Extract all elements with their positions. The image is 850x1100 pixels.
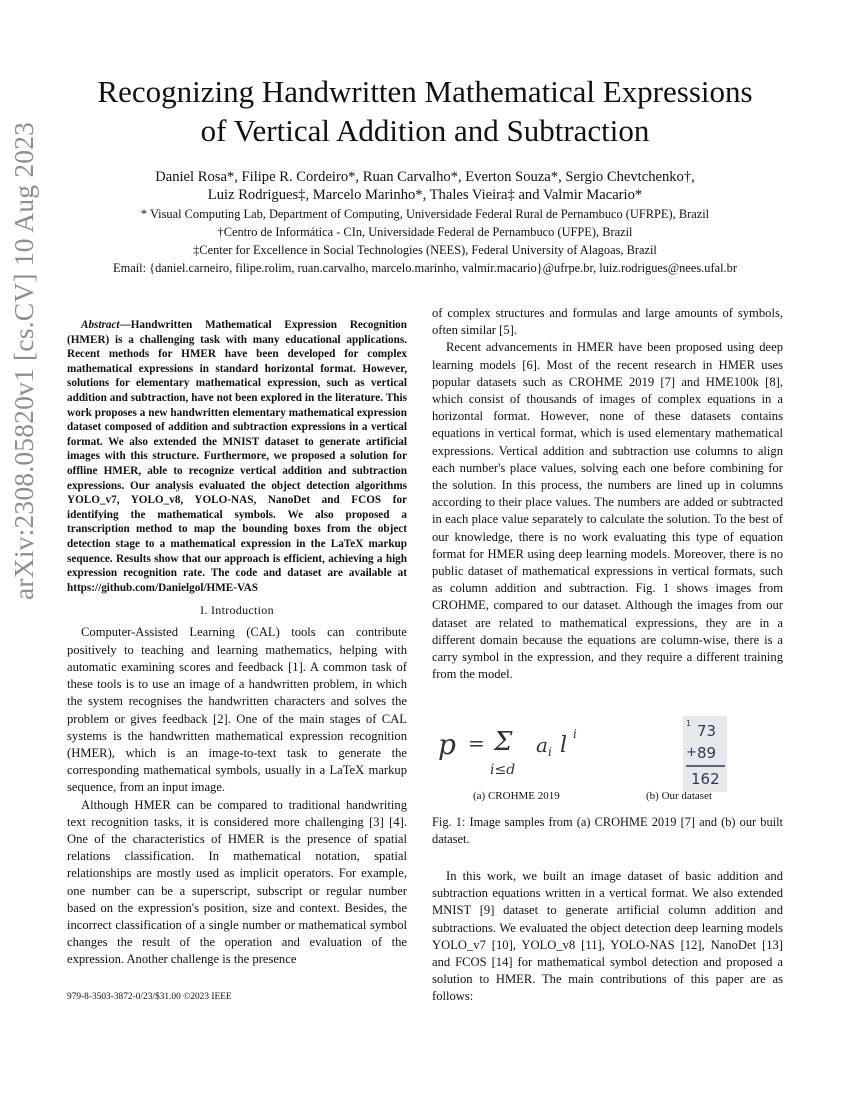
intro-paragraph-1: Computer-Assisted Learning (CAL) tools can contribute positively to teaching and learning mathematics, helping with automatic examining scores and feedback [1]. A common task of these tools is to use an image of a handwritten problem, in which the system recognises the handwritten characters and solves the problem or gives feedback [2]. One of the main stages of CAL systems is the handwritten mathematical expression recognition (HMER), which is an image-to-text task to generate the corresponding mathematical symbols, usually in a LaTeX markup sequence, from an input image. (67, 625, 407, 795)
email-line: Email: {daniel.carneiro, filipe.rolim, ruan.carvalho, marcelo.marinho, valmir.macario}@ufrpe.br, luiz.rodrigues@nees.ufal.br (113, 261, 737, 275)
hw-b-op: + (686, 745, 697, 760)
abstract-label: Abstract (81, 319, 120, 331)
author-list (40, 168, 810, 204)
paper-title (40, 72, 810, 150)
hw-a-exp: i (573, 727, 577, 741)
hw-b-carry: 1 (686, 719, 692, 728)
title-line-2: of Vertical Addition and Subtraction (200, 113, 650, 148)
subfigure-a-caption: (a) CROHME 2019 (473, 790, 560, 802)
crohme-sample-image (432, 708, 612, 788)
abstract-text: —Handwritten Mathematical Expression Recognition (HMER) is a challenging task with many educational applications. Recent methods for HMER have been developed for complex mathematical expressions in standard horizontal format. However, solutions for elementary mathematical expression, such as vertical addition and subtraction, have not been explored in the literature. This work proposes a new handwritten elementary mathematical expression dataset composed of addition and subtraction expressions in a vertical format. We also extended the MNIST dataset to generate artificial images with this structure. Furthermore, we proposed a solution for offline HMER, able to recognize vertical addition and subtraction expressions. Our analysis evaluated the object detection algorithms YOLO_v7, YOLO_v8, YOLO-NAS, NanoDet and FCOS for identifying the mathematical symbols. We also proposed a transcription method to map the bounding boxes from the object detection stage to a mathematical expression in the LaTeX markup sequence. Results show that our approach is efficient, achieving a high expression recognition rate. The code and dataset are available at https://github.com/Danielgol/HME-VAS (67, 319, 407, 594)
abstract (67, 318, 407, 595)
right-paragraph-2: In this work, we built an image dataset of basic addition and subtraction equations written in a vertical format. We also extended MNIST [9] dataset to generate artificial column addition and subtractions. We evaluated the object detection deep learning models YOLO_v7 [10], YOLO_v8 [11], YOLO-NAS [12], NanoDet [13] and FCOS [14] for mathematical symbol detection and proposed a solution to HMER. The main contributions of this paper are as follows: (432, 869, 783, 1004)
figure-1-caption: Fig. 1: Image samples from (a) CROHME 2019 [7] and (b) our built dataset. (432, 815, 783, 846)
subfigure-b-caption: (b) Our dataset (646, 790, 712, 802)
right-paragraph-1: Recent advancements in HMER have been proposed using deep learning models [6]. Most of the recent research in HMER uses popular datasets such as CROHME 2019 [7] and HME100k [8], which consist of thousands of images of complex equations in a horizontal format. However, none of these datasets contains equations in vertical format, which is used elementary mathematical expressions. Vertical addition and subtraction use columns to align each number's place values, solving each one before combining for the solution. In this process, the numbers are lined up in columns according to their place values. The numbers are added or subtracted in each place value separately to calculate the solution. To the best of our knowledge, there is no work evaluating this type of equation format for HMER using deep learning models. Moreover, there is no public dataset of mathematical expressions in vertical formats, such as column addition and subtraction. Fig. 1 shows images from CROHME, compared to our dataset. Although the images from our dataset are related to mathematical expressions, they are in a different domain because the equations are column-wise, there is a carry symbol in the expression, and they require a different training from the model. (432, 340, 783, 682)
section-heading-introduction: I. Introduction (200, 603, 274, 618)
right-paragraph-0: of complex structures and formulas and large amounts of symbols, often similar [5]. (432, 306, 783, 338)
title-line-1: Recognizing Handwritten Mathematical Expressions (97, 74, 753, 109)
affiliation-1: * Visual Computing Lab, Department of Computing, Universidade Federal Rural de Pernambuco (UFRPE), Brazil (140, 207, 710, 221)
hw-a-eq: = (468, 731, 485, 755)
hw-a-sum: Σ (494, 727, 513, 757)
right-column (432, 305, 783, 683)
vertical-addition-sample-image (683, 716, 727, 792)
hw-b-top: 73 (697, 722, 717, 740)
hw-a-term: a (536, 733, 548, 757)
left-column (67, 318, 407, 969)
right-column-continued (432, 868, 783, 1006)
affiliation-2: †Centro de Informática - CIn, Universidade Federal de Pernambuco (UFPE), Brazil (217, 225, 633, 239)
authors-line-1: Daniel Rosa*, Filipe R. Cordeiro*, Ruan Carvalho*, Everton Souza*, Sergio Chevtchenko†, (155, 169, 695, 185)
affiliations (30, 205, 820, 277)
hw-a-term-sub: i (548, 745, 552, 759)
intro-paragraph-2: Although HMER can be compared to traditional handwriting text recognition tasks, it is considered more challenging [3] [4]. One of the characteristics of HMER is the presence of spatial relations classification. In mathematical notation, spatial relationships are mostly used as implicit operators. For example, one number can be a superscript, subscript or regular number based on the expression's position, size and context. Besides, the incorrect classification of a single number or mathematical symbol changes the result of the operation and evaluation of the expression. Another challenge is the presence (67, 797, 407, 967)
authors-line-2: Luiz Rodrigues‡, Marcelo Marinho*, Thales Vieira‡ and Valmir Macario* (207, 187, 643, 203)
arxiv-id: arXiv:2308.05820v1 [cs.CV] 10 Aug 2023 (8, 121, 39, 600)
affiliation-3: ‡Center for Excellence in Social Technologies (NEES), Federal University of Alagoas, Brazil (193, 243, 657, 257)
copyright-footer: 979-8-3503-3872-0/23/$31.00 ©2023 IEEE (67, 992, 232, 1002)
figure-1 (432, 708, 783, 846)
hw-a-sub: i≤d (490, 762, 516, 778)
hw-b-res: 162 (691, 770, 720, 788)
hw-a-base: l (560, 733, 568, 758)
hw-a-lhs: p (438, 728, 456, 761)
arxiv-sidebar-stamp (8, 121, 39, 600)
hw-b-mid: 89 (697, 744, 717, 762)
